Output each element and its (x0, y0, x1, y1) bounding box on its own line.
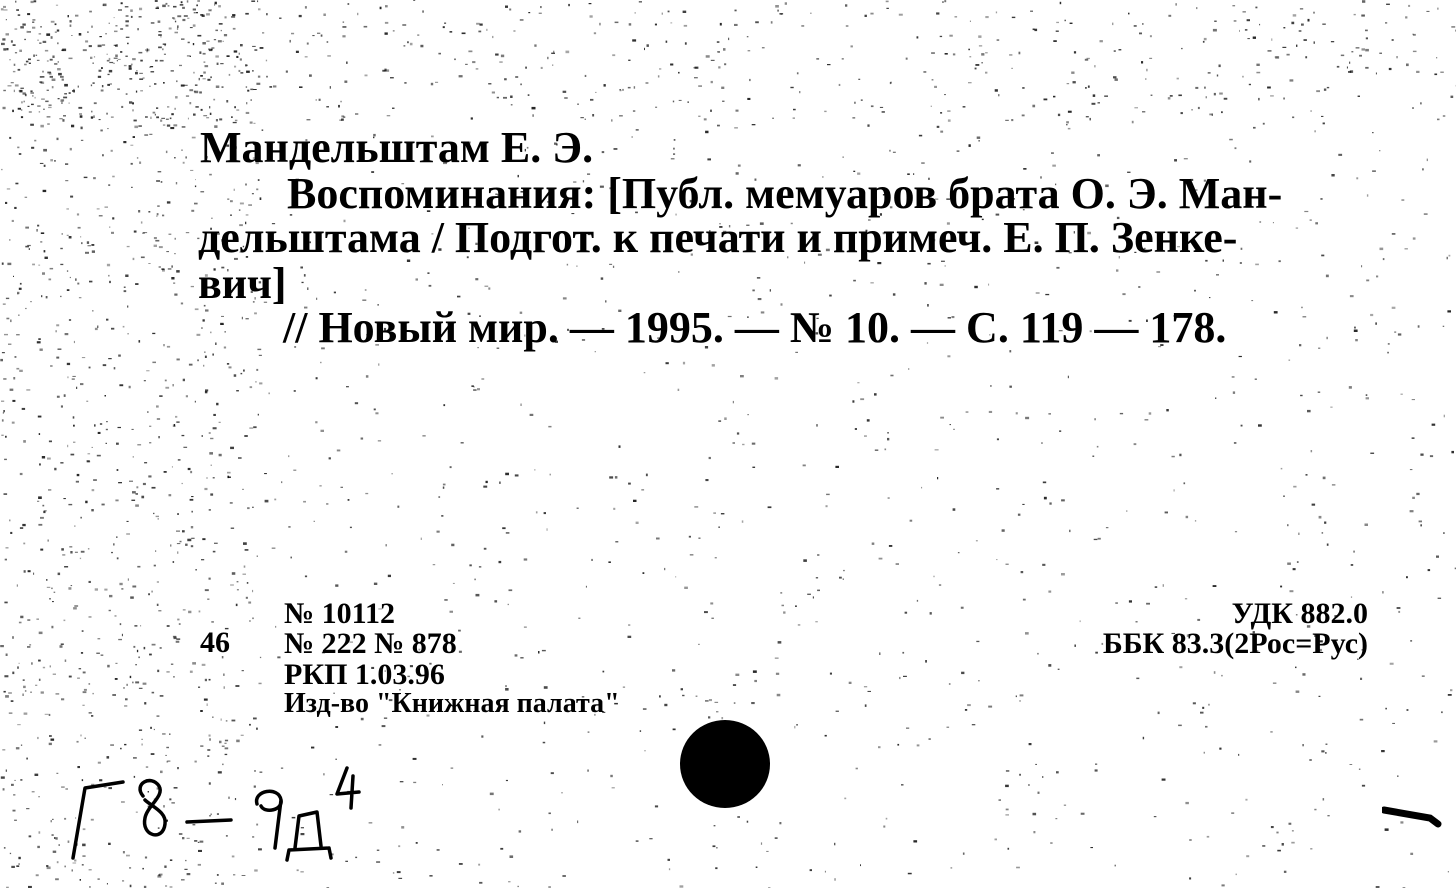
margin-dash-mark (1382, 800, 1442, 830)
author-heading: Мандельштам Е. Э. (200, 123, 594, 172)
udk-code: УДК 882.0 (1231, 597, 1368, 630)
punch-hole (680, 720, 770, 808)
publisher-imprint: Изд-во "Книжная палата" (284, 688, 620, 719)
handwritten-shelfmark (55, 760, 385, 870)
ref-number-1: № 10112 (284, 597, 395, 630)
ref-number-2: № 222 № 878 (284, 627, 457, 660)
entry-line-1: Воспоминания: [Публ. мемуаров брата О. Э. Ман- (287, 169, 1283, 218)
entry-line-3: вич] (198, 259, 287, 308)
card-number: 46 (200, 626, 230, 659)
entry-line-2: дельштама / Подгот. к печати и примеч. Е. П. Зенке- (198, 213, 1238, 262)
entry-line-source: // Новый мир. — 1995. — № 10. — С. 119 — 178. (283, 303, 1227, 352)
ref-rkp-date: РКП 1.03.96 (284, 658, 445, 691)
bbk-code: ББК 83.3(2Рос=Рус) (1102, 627, 1368, 660)
